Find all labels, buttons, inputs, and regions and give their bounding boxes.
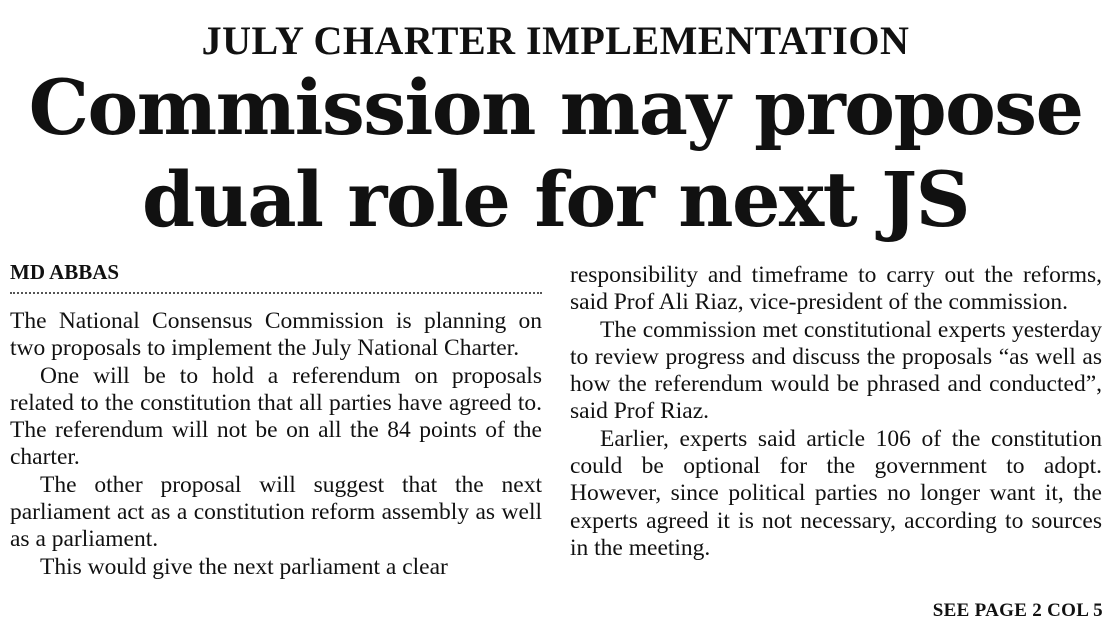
headline-line-2: dual role for next JS — [141, 155, 970, 244]
article-kicker: JULY CHARTER IMPLEMENTATION — [201, 18, 910, 63]
body-paragraph: The commission met constitutional experts yesterday to review progress and discuss the proposals “as well as how the referendum would be phrased and conducted”, said Prof Riaz. — [570, 316, 1102, 425]
right-column — [570, 262, 1102, 562]
body-paragraph: This would give the next parliament a clear — [40, 553, 448, 580]
byline: MD ABBAS — [10, 258, 542, 294]
jump-line: SEE PAGE 2 COL 5 — [932, 600, 1103, 621]
headline-line-1: Commission may propose — [28, 63, 1083, 152]
body-paragraph: Earlier, experts said article 106 of the constitution could be optional for the government to adopt. However, since political parties no longer want it, the experts agreed it is not necessary, according to sources in the meeting. — [570, 425, 1102, 561]
left-column-body — [10, 308, 542, 581]
body-paragraph: The National Consensus Commission is planning on two proposals to implement the July National Charter. — [10, 308, 542, 362]
body-paragraph: The other proposal will suggest that the next parliament act as a constitution reform assembly as well as a parliament. — [10, 471, 542, 553]
article-headline — [0, 62, 1111, 246]
right-column-body — [570, 262, 1102, 562]
body-paragraph: responsibility and timeframe to carry out the reforms, said Prof Ali Riaz, vice-president of the commission. — [570, 262, 1102, 316]
left-column — [10, 258, 542, 581]
body-paragraph: One will be to hold a referendum on proposals related to the constitution that all parties have agreed to. The referendum will not be on all the 84 points of the charter. — [10, 362, 542, 471]
